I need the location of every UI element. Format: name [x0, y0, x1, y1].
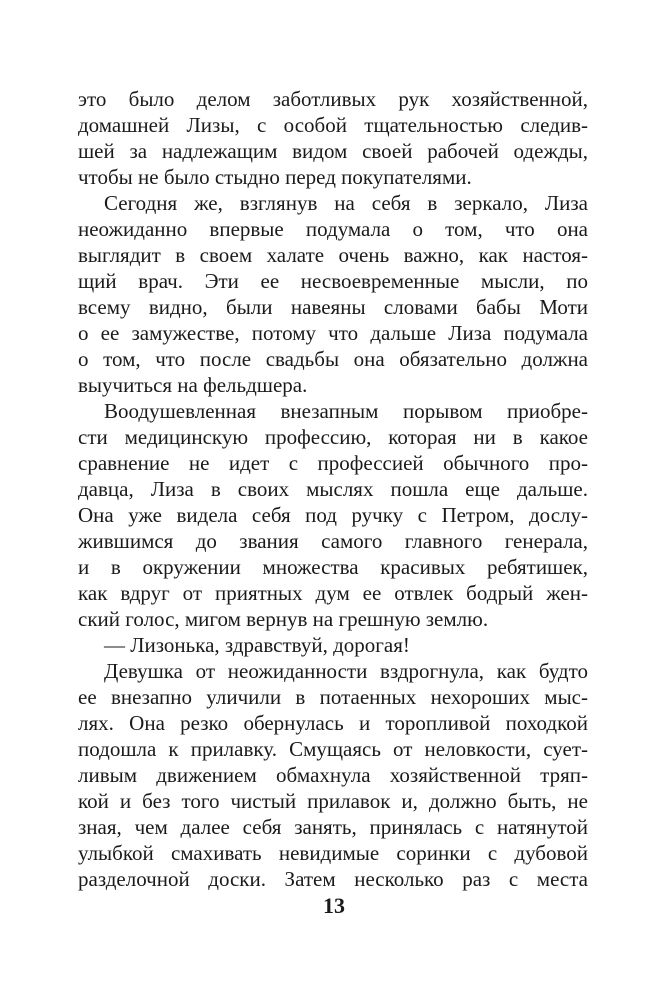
text-line: щий врач. Эти ее несвоевременные мысли, по: [78, 269, 588, 293]
text-line: разделочной доски. Затем несколько раз с места: [78, 867, 588, 891]
text-line: неожиданно впервые подумала о том, что она: [78, 217, 588, 241]
text-line: домашней Лизы, с особой тщательностью следив-: [78, 113, 588, 137]
page-number: 13: [323, 893, 345, 918]
text-line: как вдруг от приятных дум ее отвлек бодрый жен-: [78, 581, 588, 605]
text-line: лях. Она резко обернулась и торопливой походкой: [78, 711, 588, 735]
body-text: [78, 86, 588, 892]
paragraph: [78, 398, 588, 632]
paragraph: [78, 86, 588, 190]
text-line: шей за надлежащим видом своей рабочей одежды,: [78, 139, 588, 163]
text-line: ее внезапно уличили в потаенных нехороших мыс-: [78, 685, 588, 709]
text-line: жившимся до звания самого главного генерала,: [78, 529, 588, 553]
text-line: Девушка от неожиданности вздрогнула, как будто: [104, 659, 588, 683]
text-line: сти медицинскую профессию, которая ни в какое: [78, 425, 588, 449]
paragraph: [78, 658, 588, 892]
text-line: Воодушевленная внезапным порывом приобре-: [104, 399, 588, 423]
text-line: — Лизонька, здравствуй, дорогая!: [104, 633, 410, 657]
text-line: улыбкой смахивать невидимые соринки с дубовой: [78, 841, 588, 865]
text-line: сравнение не идет с профессией обычного про-: [78, 451, 588, 475]
text-line: это было делом заботливых рук хозяйственной,: [78, 87, 588, 111]
text-line: ливым движением обмахнула хозяйственной тряп-: [78, 763, 588, 787]
text-line: о том, что после свадьбы она обязательно должна: [78, 347, 588, 371]
text-line: выучиться на фельдшера.: [78, 373, 308, 397]
text-line: ский голос, мигом вернув на грешную землю.: [78, 607, 489, 631]
text-line: выглядит в своем халате очень важно, как настоя-: [78, 243, 588, 267]
text-line: Сегодня же, взглянув на себя в зеркало, Лиза: [104, 191, 588, 215]
text-line: подошла к прилавку. Смущаясь от неловкости, сует-: [78, 737, 588, 761]
text-line: кой и без того чистый прилавок и, должно быть, не: [78, 789, 588, 813]
paragraph: [78, 632, 588, 658]
paragraph: [78, 190, 588, 398]
text-line: зная, чем далее себя занять, принялась с натянутой: [78, 815, 588, 839]
text-line: и в окружении множества красивых ребятишек,: [78, 555, 588, 579]
text-line: всему видно, были навеяны словами бабы Моти: [78, 295, 588, 319]
text-line: чтобы не было стыдно перед покупателями.: [78, 165, 472, 189]
text-line: давца, Лиза в своих мыслях пошла еще дальше.: [78, 477, 588, 501]
text-line: о ее замужестве, потому что дальше Лиза подумала: [78, 321, 588, 345]
text-line: Она уже видела себя под ручку с Петром, дослу-: [78, 503, 588, 527]
